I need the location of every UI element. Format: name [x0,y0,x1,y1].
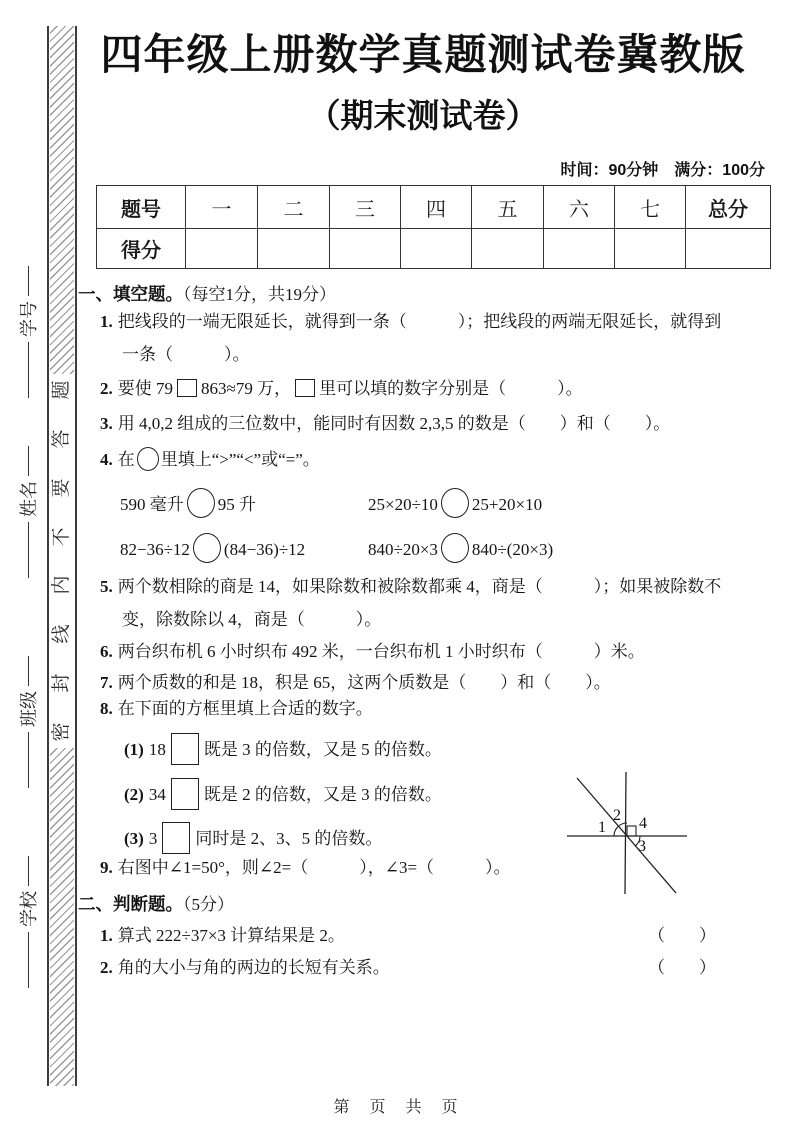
compare-item-3 [120,533,305,563]
section2-title: 二、判断题。 [78,894,183,914]
section1-points: （每空1分，共19分） [183,285,336,304]
question-text: 一条（ ）。 [122,345,250,364]
blank-line [28,446,29,476]
hatch-pattern-bottom [50,748,74,1086]
seal-text-vertical [49,378,75,744]
blank-line [28,266,29,296]
seal-char: 题 [51,380,72,400]
student-name-label [13,437,43,587]
compare-left: 840÷20×3 [368,540,438,559]
seal-char: 内 [51,575,72,595]
blank-circle [193,533,221,563]
blank-line [28,342,29,398]
blank-square [295,379,315,397]
score-empty-cell [186,229,258,269]
blank-line [28,732,29,788]
question-number: 9. [100,858,113,877]
question-6 [100,641,645,663]
seal-char: 要 [51,478,72,498]
seal-char: 线 [51,624,72,644]
question-8-item-3 [124,822,382,854]
blank-square [177,379,197,397]
blank-line [28,856,29,886]
number-prefix: 34 [148,785,166,804]
score-empty-cell [686,229,771,269]
number-prefix: 3 [148,829,158,848]
question-text: 863≈79 万， [201,379,292,398]
class-label [13,647,43,797]
score-table [96,185,771,269]
question-text: 里可以填的数字分别是（ ）。 [319,379,583,398]
score-table-cell: 六 [544,186,615,229]
blank-square-large [162,822,190,854]
blank-line [28,932,29,988]
answer-blank: （ ） [648,958,716,977]
subquestion-number: (1) [124,740,144,759]
question-text: 变，除数除以 4，商是（ ）。 [122,610,382,629]
question-text: 把线段的一端无限延长，就得到一条（ ）；把线段的两端无限延长，就得到 [117,312,722,331]
question-3 [100,413,670,435]
question-4-heading [100,447,320,471]
question-text: 里填上“>”“<”或“=”。 [160,450,320,469]
question-number: 5. [100,577,113,596]
question-text: 同时是 2、3、5 的倍数。 [195,829,383,848]
judge-item-1 [100,925,740,947]
question-8-heading [100,698,373,720]
question-text: 两台织布机 6 小时织布 492 米，一台织布机 1 小时织布（ ）米。 [117,642,645,661]
angle-label-3: 3 [638,838,646,855]
score-table-cell: 三 [330,186,401,229]
score-table-cell: 七 [615,186,686,229]
question-text: 算式 222÷37×3 计算结果是 2。 [117,926,345,945]
angle-label-2: 2 [613,807,621,824]
seal-char: 答 [51,429,72,449]
compare-right: (84−36)÷12 [223,540,306,559]
judge-item-2 [100,957,740,979]
score-empty-cell [401,229,472,269]
question-7 [100,672,611,694]
score-table-cell: 二 [258,186,330,229]
seal-char: 不 [51,527,72,547]
question-8-item-1 [124,733,442,765]
question-8-item-2 [124,778,442,810]
blank-square-large [171,733,199,765]
compare-left: 25×20÷10 [368,495,438,514]
score-table-cell: 五 [472,186,544,229]
compare-right: 95 升 [217,495,256,514]
student-name-text: 姓名 [19,481,39,517]
question-5-line2 [122,609,381,631]
question-number: 8. [100,699,113,718]
school-text: 学校 [19,891,39,927]
compare-left: 82−36÷12 [120,540,190,559]
hatch-pattern-top [50,26,74,374]
question-number: 1. [100,312,113,331]
seal-char: 密 [51,722,72,742]
question-text: 角的大小与角的两边的长短有关系。 [117,958,390,977]
question-text: 要使 79 [117,379,173,398]
question-text: 在下面的方框里填上合适的数字。 [117,699,373,718]
page-footer: 第 页 共 页 [333,1099,460,1116]
question-number: 2. [100,379,113,398]
score-empty-cell [330,229,401,269]
blank-circle [441,533,469,563]
compare-left: 590 毫升 [120,495,184,514]
score-empty-cell [472,229,544,269]
blank-circle [187,488,215,518]
angle-label-1: 1 [598,819,606,836]
angle-diagram [563,770,693,896]
page-title: 四年级上册数学真题测试卷冀教版 [100,31,746,78]
question-area [78,283,778,1013]
subquestion-number: (2) [124,785,144,804]
number-prefix: 18 [148,740,166,759]
score-table-cell: 一 [186,186,258,229]
score-empty-cell [258,229,330,269]
page-subtitle: （期末测试卷） [307,97,539,134]
question-text: 既是 3 的倍数，又是 5 的倍数。 [203,740,442,759]
question-text: 用 4,0,2 组成的三位数中，能同时有因数 2,3,5 的数是（ ）和（ ）。 [117,414,671,433]
score-empty-cell [544,229,615,269]
school-label [13,847,43,997]
student-id-text: 学号 [19,301,39,337]
compare-item-2 [368,488,542,518]
blank-square-large [171,778,199,810]
score-table-header-row [97,186,771,229]
section1-heading [78,283,336,306]
score-empty-cell [615,229,686,269]
blank-line [28,656,29,686]
seal-char: 封 [51,673,72,693]
blank-circle [137,447,159,471]
class-text: 班级 [19,691,39,727]
compare-right: 840÷(20×3) [471,540,554,559]
question-number: 6. [100,642,113,661]
section2-points: （5分） [183,895,234,914]
blank-circle [441,488,469,518]
question-2 [100,378,583,400]
question-text: 既是 2 的倍数，又是 3 的倍数。 [203,785,442,804]
score-table-cell: 总分 [686,186,771,229]
answer-blank: （ ） [648,926,716,945]
score-table-cell: 题号 [97,186,186,229]
time-score-info: 时间：90分钟 满分：100分 [560,162,765,179]
angle-label-4: 4 [639,815,647,832]
seal-line-strip [47,26,77,1086]
blank-line [28,522,29,578]
question-number: 4. [100,450,113,469]
question-number: 1. [100,926,113,945]
score-table-score-row [97,229,771,269]
question-number: 2. [100,958,113,977]
question-number: 3. [100,414,113,433]
right-angle-mark [627,826,636,836]
question-text: 在 [117,450,135,469]
question-text: 两个数相除的商是 14，如果除数和被除数都乘 4，商是（ ）；如果被除数不 [117,577,722,596]
question-1-line2 [122,344,250,366]
question-number: 7. [100,673,113,692]
question-text: 右图中∠1=50°，则∠2=（ ），∠3=（ ）。 [117,858,511,877]
question-9 [100,857,511,879]
compare-right: 25+20×10 [471,495,543,514]
subquestion-number: (3) [124,829,144,848]
compare-item-4 [368,533,553,563]
question-5-line1 [100,576,721,598]
section2-heading [78,893,234,916]
section1-title: 一、填空题。 [78,284,183,304]
student-id-label [13,257,43,407]
question-1-line1 [100,311,721,333]
score-table-cell: 四 [401,186,472,229]
score-label-cell: 得分 [97,229,186,269]
question-text: 两个质数的和是 18，积是 65，这两个质数是（ ）和（ ）。 [117,673,611,692]
compare-item-1 [120,488,256,518]
